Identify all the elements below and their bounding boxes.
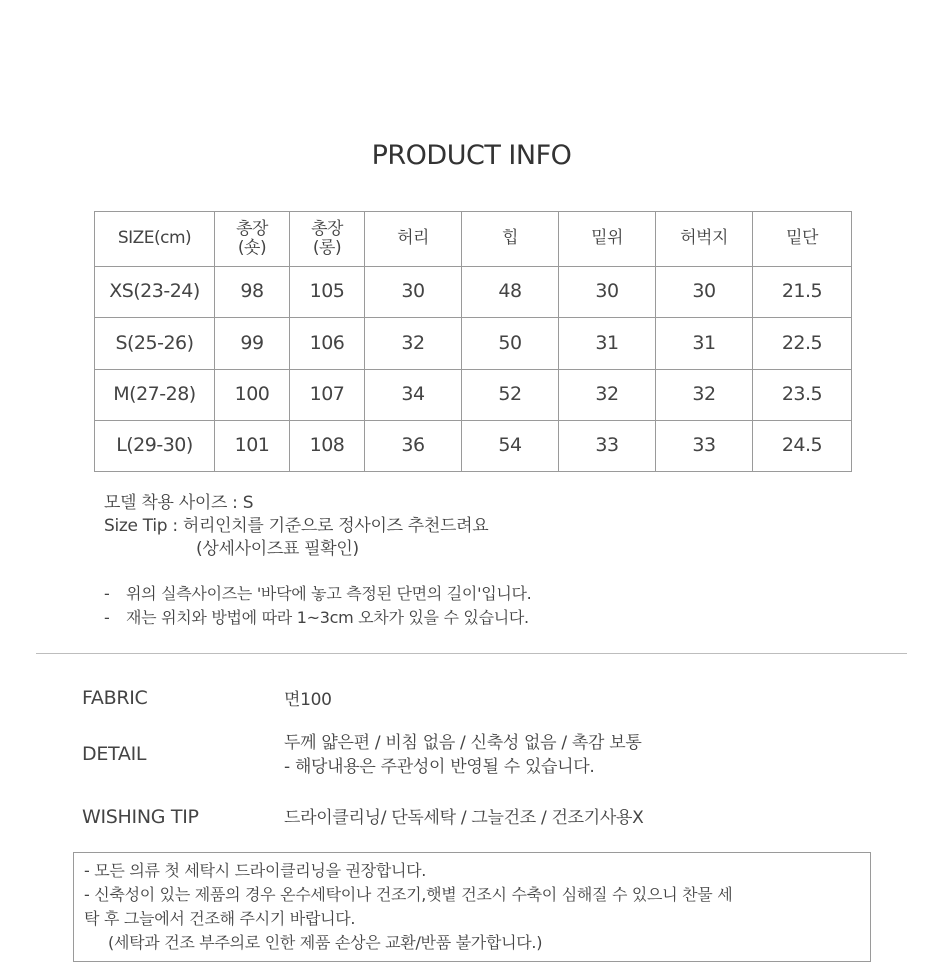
bullet-item: - 위의 실측사이즈는 '바닥에 놓고 측정된 단면의 길이'입니다. [104,584,532,603]
section-divider [36,653,907,654]
care-line: 탁 후 그늘에서 건조해 주시기 바랍니다. [84,909,356,928]
model-notes [104,492,488,561]
size-table-row [95,318,852,369]
size-table-cell: 23.5 [753,369,852,420]
size-table-cell: XS(23-24) [95,267,215,318]
size-table-cell: 54 [462,420,559,471]
washing-value: 드라이클리닝/ 단독세탁 / 그늘건조 / 건조기사용X [284,808,644,828]
size-table-cell: 101 [215,420,290,471]
size-table-header-cell: 힙 [462,212,559,267]
washing-label: WISHING TIP [82,806,199,828]
size-table-cell: 24.5 [753,420,852,471]
size-table-cell: 108 [290,420,365,471]
size-table-cell: 30 [656,267,753,318]
size-table-cell: 30 [365,267,462,318]
care-line: (세탁과 건조 부주의로 인한 제품 손상은 교환/반품 불가합니다.) [108,933,543,952]
size-table-header-cell: 총장 (숏) [215,212,290,267]
size-table-row [95,420,852,471]
detail-value: 두께 얇은편 / 비침 없음 / 신축성 없음 / 촉감 보통 - 해당내용은 주관성이 반영될 수 있습니다. [284,733,642,777]
size-table-header-cell: 밑위 [559,212,656,267]
size-table-cell: 34 [365,369,462,420]
size-table-row [95,267,852,318]
fabric-label: FABRIC [82,687,148,709]
size-table-cell: 21.5 [753,267,852,318]
detail-label: DETAIL [82,743,147,765]
size-table-header-cell: 밑단 [753,212,852,267]
care-line: - 신축성이 있는 제품의 경우 온수세탁이나 건조기,햇볕 건조시 수축이 심해질 수 있으니 찬물 세 [84,885,733,904]
fabric-value: 면100 [284,690,332,710]
size-table-cell: 31 [559,318,656,369]
care-line: - 모든 의류 첫 세탁시 드라이클리닝을 권장합니다. [84,861,427,880]
size-table [94,211,852,472]
size-table-header-cell: SIZE(cm) [95,212,215,267]
size-table-cell: 50 [462,318,559,369]
size-table-header-row [95,212,852,267]
size-table-cell: L(29-30) [95,420,215,471]
size-table-header-cell: 총장 (롱) [290,212,365,267]
size-table-cell: M(27-28) [95,369,215,420]
size-tip-sub-text: (상세사이즈표 필확인) [196,539,359,559]
size-table-cell: 99 [215,318,290,369]
size-table-cell: 22.5 [753,318,852,369]
size-table-cell: 32 [656,369,753,420]
size-table-cell: 107 [290,369,365,420]
size-table-cell: 33 [656,420,753,471]
size-table-cell: 106 [290,318,365,369]
size-table-cell: 32 [559,369,656,420]
page-title: PRODUCT INFO [371,140,572,171]
size-table-cell: 48 [462,267,559,318]
size-table-cell: 33 [559,420,656,471]
size-table-header-cell: 허리 [365,212,462,267]
size-table-cell: 98 [215,267,290,318]
size-tip-text: Size Tip : 허리인치를 기준으로 정사이즈 추천드려요 [104,516,489,536]
size-table-row [95,369,852,420]
size-table-cell: 31 [656,318,753,369]
size-table-cell: 52 [462,369,559,420]
model-size-text: 모델 착용 사이즈 : S [104,493,254,513]
measurement-notes [104,582,531,630]
size-table-cell: 36 [365,420,462,471]
size-table-cell: 32 [365,318,462,369]
size-table-header-cell: 허벅지 [656,212,753,267]
bullet-item: - 재는 위치와 방법에 따라 1~3cm 오차가 있을 수 있습니다. [104,608,529,627]
size-table-cell: 105 [290,267,365,318]
size-table-cell: 30 [559,267,656,318]
size-table-cell: S(25-26) [95,318,215,369]
size-table-cell: 100 [215,369,290,420]
care-notice-box [73,852,871,962]
